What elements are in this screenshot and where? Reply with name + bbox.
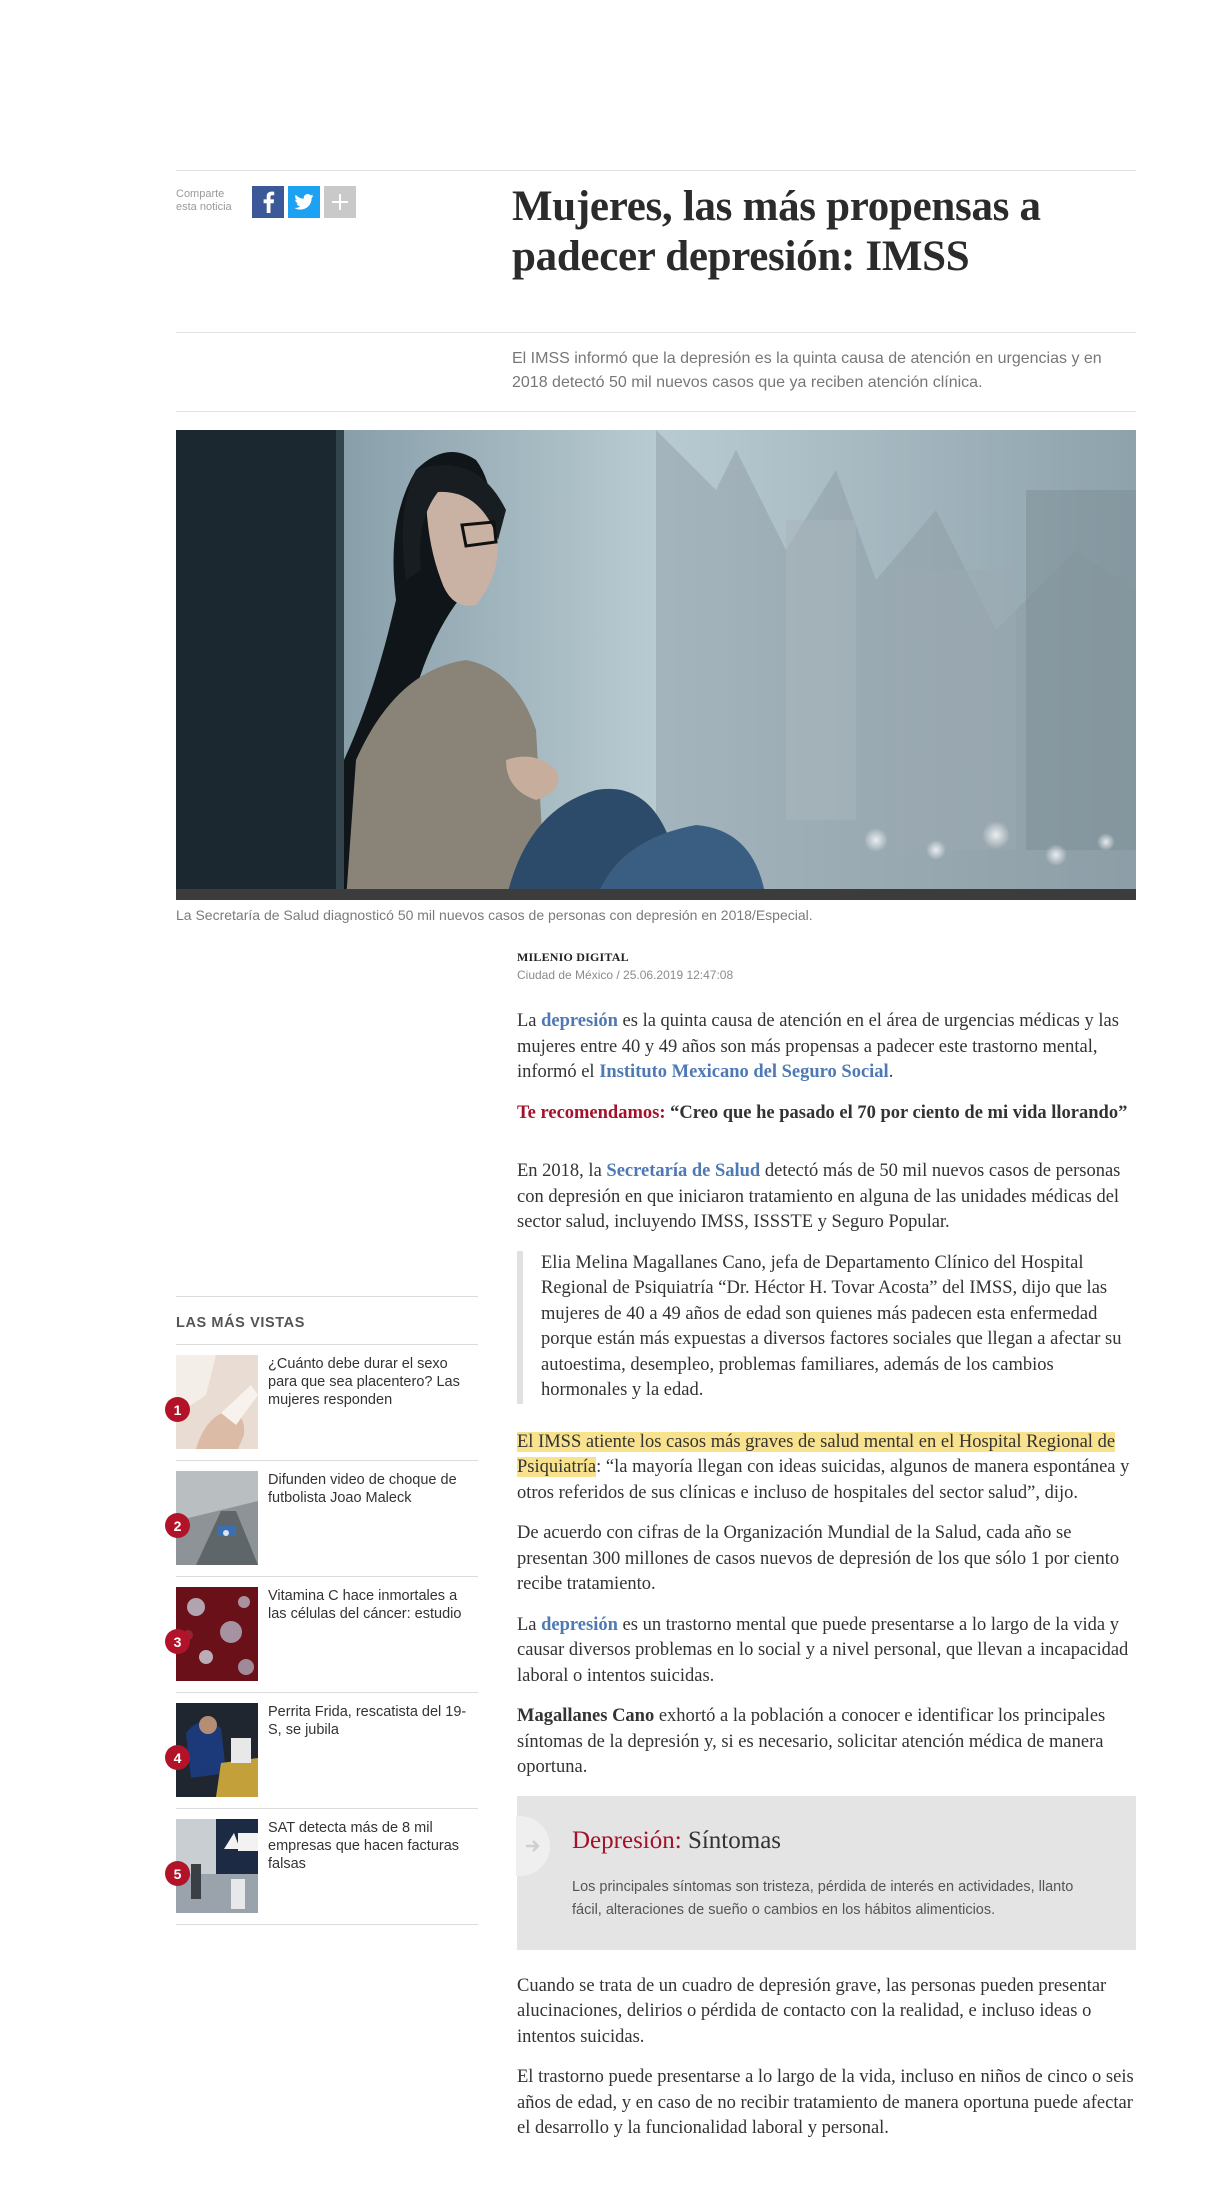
most-viewed-item[interactable]	[173, 1345, 478, 1461]
dateline: Ciudad de México / 25.06.2019 12:47:08	[517, 968, 734, 982]
bold-name: Magallanes Cano	[517, 1706, 655, 1726]
symptoms-title	[572, 1826, 781, 1856]
quote-text: Elia Melina Magallanes Cano, jefa de Departamento Clínico del Hospital Regional de Psiquiatría “Dr. Héctor H. Tovar Acosta” del IMSS, dijo que las mujeres de 40 a 49 años de edad son quienes más padecen esta enfermedad porque están más expuestas a diversos factores sociales que llegan a afectar su autoestima, desempleo, problemas familiares, además de los cambios hormonales y la edad.	[541, 1252, 1122, 1400]
plus-icon	[331, 193, 349, 211]
text: : “la mayoría llegan con ideas suicidas, algunos de manera espontánea y otros referidos de sus clínicas e incluso de hospitales del sector salud”, dijo.	[517, 1457, 1130, 1503]
symptoms-title-red: Depresión:	[572, 1826, 682, 1854]
imss-link[interactable]: Instituto Mexicano del Seguro Social	[599, 1062, 889, 1082]
text: exhortó a la población a conocer e identificar los principales síntomas de la depresión y, si es necesario, solicitar atención médica de manera oportuna.	[517, 1706, 1106, 1777]
share-bar	[176, 186, 376, 220]
text: detectó más de 50 mil nuevos casos de personas con depresión en que iniciaron tratamiento en alguna de las unidades médicas del sector salud, incluyendo IMSS, ISSSTE y Seguro Popular.	[517, 1161, 1121, 1232]
thumbnail	[176, 1471, 258, 1565]
thumbnail	[176, 1587, 258, 1681]
text: En 2018, la	[517, 1161, 607, 1181]
article-page	[173, 0, 1136, 2206]
paragraph: De acuerdo con cifras de la Organización Mundial de la Salud, cada año se presentan 300 millones de casos nuevos de depresión de los que sólo 1 por ciento recibe tratamiento.	[517, 1523, 1120, 1594]
rank-badge: 2	[165, 1513, 190, 1538]
byline	[517, 950, 1117, 982]
recommended-label: Te recomendamos:	[517, 1102, 666, 1123]
depresion-link[interactable]: depresión	[541, 1011, 618, 1031]
text: La	[517, 1011, 542, 1031]
highlighted-text: El IMSS atiente los casos más graves de salud mental en el Hospital Regional de Psiquiatría	[517, 1431, 1116, 1477]
recommended-link[interactable]	[517, 1101, 1136, 1127]
author-name: MILENIO DIGITAL	[517, 950, 629, 964]
most-viewed-item[interactable]	[173, 1461, 478, 1577]
article-summary: El IMSS informó que la depresión es la quinta causa de atención en urgencias y en 2018 detectó 50 mil nuevos casos que ya reciben atención clínica.	[512, 350, 1102, 391]
summary-bottom-divider	[176, 411, 1136, 412]
most-viewed-title: Vitamina C hace inmortales a las células del cáncer: estudio	[268, 1588, 462, 1622]
paragraph	[517, 1704, 1136, 1781]
paragraph	[517, 1430, 1136, 1507]
summary-top-divider	[176, 332, 1136, 333]
paragraph	[517, 1009, 1136, 1086]
thumbnail	[176, 1819, 258, 1913]
text: .	[888, 1062, 894, 1082]
top-divider	[176, 170, 1136, 171]
hero-image	[176, 430, 1136, 900]
block-quote	[517, 1251, 1136, 1404]
thumbnail	[176, 1355, 258, 1449]
article-headline: Mujeres, las más propensas a padecer depresión: IMSS	[512, 183, 1041, 280]
most-viewed-title: Perrita Frida, rescatista del 19-S, se jubila	[268, 1704, 467, 1738]
most-viewed-title: SAT detecta más de 8 mil empresas que hacen facturas falsas	[268, 1820, 460, 1872]
symptoms-title-rest: Síntomas	[681, 1826, 782, 1854]
most-viewed-item[interactable]	[173, 1693, 478, 1809]
paragraph: El trastorno puede presentarse a lo largo de la vida, incluso en niños de cinco o seis años de edad, y en caso de no recibir tratamiento de manera oportuna puede afectar el desarrollo y la funcionalidad laboral y personal.	[517, 2067, 1134, 2138]
most-viewed-sidebar	[173, 1296, 478, 1925]
text: es la quinta causa de atención en el área de urgencias médicas y las mujeres entre 40 y 49 años son más propensas a padecer este trastorno mental, informó el	[517, 1011, 1119, 1082]
most-viewed-item[interactable]	[173, 1577, 478, 1693]
most-viewed-item[interactable]	[173, 1809, 478, 1925]
thumbnail	[176, 1703, 258, 1797]
paragraph: Cuando se trata de un cuadro de depresión grave, las personas pueden presentar alucinaciones, delirios o pérdida de contacto con la realidad, e incluso ideas o intentos suicidas.	[517, 1975, 1107, 2047]
rank-badge: 5	[165, 1861, 190, 1886]
twitter-icon	[294, 194, 314, 210]
facebook-icon	[260, 191, 276, 213]
symptoms-box	[517, 1796, 1136, 1950]
sidebar-title: LAS MÁS VISTAS	[176, 1297, 478, 1345]
text: La	[517, 1614, 542, 1635]
recommended-title[interactable]: “Creo que he pasado el 70 por ciento de mi vida llorando”	[665, 1102, 1128, 1123]
arrow-icon	[516, 1816, 550, 1876]
rank-badge: 3	[165, 1629, 190, 1654]
paragraph	[517, 1613, 1136, 1690]
rank-badge: 1	[165, 1397, 190, 1422]
article-body	[517, 1009, 1136, 2157]
depresion-link[interactable]: depresión	[541, 1614, 618, 1635]
hero-image-bar	[176, 889, 1136, 900]
most-viewed-title: Difunden video de choque de futbolista Joao Maleck	[268, 1472, 457, 1506]
twitter-share-button[interactable]	[288, 186, 320, 218]
facebook-share-button[interactable]	[252, 186, 284, 218]
rank-badge: 4	[165, 1745, 190, 1770]
paragraph	[517, 1159, 1136, 1236]
share-label: Comparte esta noticia	[176, 188, 232, 213]
secretaria-salud-link[interactable]: Secretaría de Salud	[606, 1161, 761, 1181]
text: es un trastorno mental que puede presentarse a lo largo de la vida y causar diversos problemas en lo social y a nivel personal, que llevan a incapacidad laboral o intentos suicidas.	[517, 1614, 1129, 1686]
image-caption: La Secretaría de Salud diagnosticó 50 mil nuevos casos de personas con depresión en 2018/Especial.	[176, 907, 813, 923]
most-viewed-title: ¿Cuánto debe durar el sexo para que sea placentero? Las mujeres responden	[268, 1356, 460, 1408]
more-share-button[interactable]	[324, 186, 356, 218]
symptoms-text: Los principales síntomas son tristeza, pérdida de interés en actividades, llanto fácil, alteraciones de sueño o cambios en los hábitos alimenticios.	[572, 1878, 1074, 1918]
